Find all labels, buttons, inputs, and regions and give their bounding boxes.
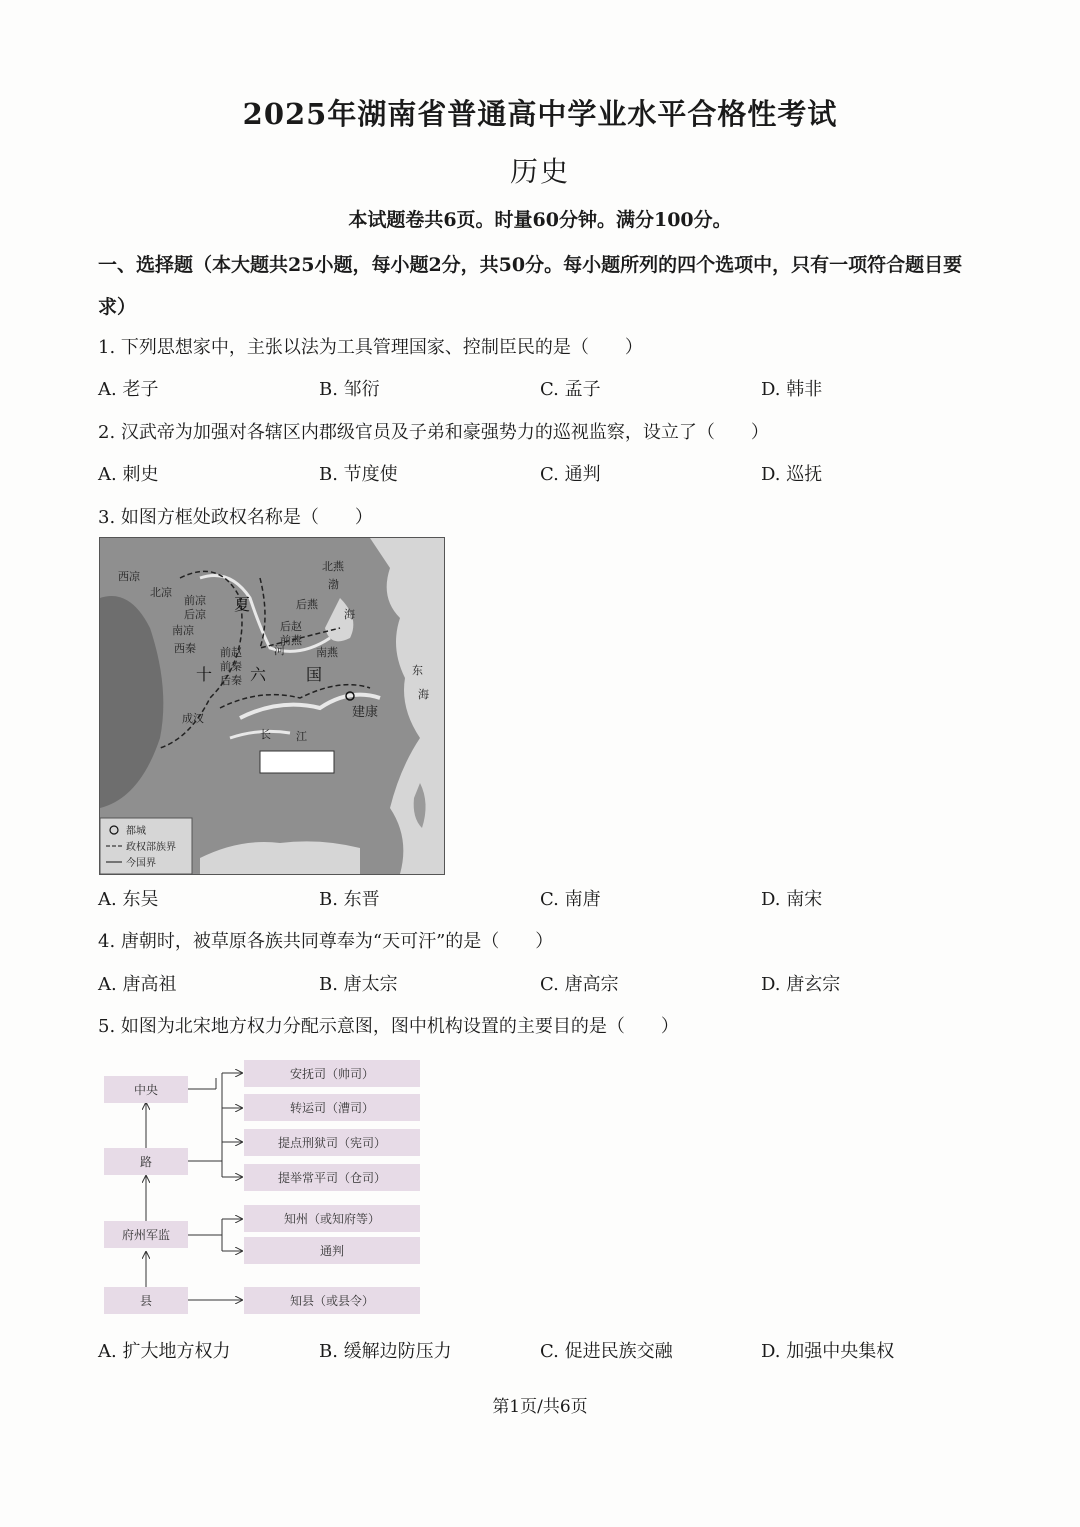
office-tongpan: 通判 bbox=[244, 1237, 420, 1264]
level-lu: 路 bbox=[104, 1148, 188, 1175]
map-label-xiqin: 西秦 bbox=[174, 642, 196, 655]
question-2-options bbox=[98, 460, 998, 490]
map-label-bohai: 渤 bbox=[328, 578, 339, 591]
level-county: 县 bbox=[104, 1287, 188, 1314]
option-a[interactable]: A. 扩大地方权力 bbox=[98, 1341, 231, 1362]
map-label-chenghan: 成汉 bbox=[182, 712, 204, 725]
sixteen-kingdoms-map bbox=[99, 537, 445, 875]
exam-info: 本试题卷共6页。时量60分钟。满分100分。 bbox=[348, 209, 732, 231]
option-a[interactable]: A. 东吴 bbox=[98, 889, 159, 910]
section-heading: 一、选择题（本大题共25小题，每小题2分，共50分。每小题所列的四个选项中，只有一项符合题目要求） bbox=[98, 254, 963, 318]
map-label-beiliang: 北凉 bbox=[150, 586, 172, 599]
question-1-stem: 1. 下列思想家中，主张以法为工具管理国家、控制臣民的是（ ） bbox=[98, 337, 643, 358]
map-label-qianqin: 前秦 bbox=[220, 660, 242, 673]
option-c[interactable]: C. 通判 bbox=[540, 464, 601, 485]
option-d[interactable]: D. 巡抚 bbox=[761, 464, 823, 485]
map-label-jiankang: 建康 bbox=[352, 705, 379, 720]
option-c[interactable]: C. 唐高宗 bbox=[540, 974, 619, 995]
option-c[interactable]: C. 孟子 bbox=[540, 379, 601, 400]
office-zhixian: 知县（或县令） bbox=[244, 1287, 420, 1314]
question-3-stem: 3. 如图方框处政权名称是（ ） bbox=[98, 507, 373, 528]
option-a[interactable]: A. 刺史 bbox=[98, 464, 159, 485]
question-2-stem: 2. 汉武帝为加强对各辖区内郡级官员及子弟和豪强势力的巡视监察，设立了（ ） bbox=[98, 422, 769, 443]
map-label-houqin: 后秦 bbox=[220, 674, 242, 687]
option-c[interactable]: C. 促进民族交融 bbox=[540, 1341, 673, 1362]
office-anfusi: 安抚司（帅司） bbox=[244, 1060, 420, 1087]
map-label-nanliang: 南凉 bbox=[172, 624, 194, 637]
map-label-beiyan: 北燕 bbox=[322, 560, 344, 573]
map-label-dong: 东 bbox=[412, 664, 423, 677]
map-label-qianyan: 前燕 bbox=[280, 634, 302, 647]
map-label-xia: 夏 bbox=[234, 595, 251, 614]
question-3-options bbox=[98, 885, 998, 915]
subject-title: 历史 bbox=[509, 155, 570, 188]
option-b[interactable]: B. 节度使 bbox=[319, 464, 398, 485]
legend-border: 政权部族界 bbox=[126, 842, 176, 853]
question-5-stem: 5. 如图为北宋地方权力分配示意图，图中机构设置的主要目的是（ ） bbox=[98, 1016, 679, 1037]
option-a[interactable]: A. 唐高祖 bbox=[98, 974, 177, 995]
map-label-qianliang: 前凉 bbox=[184, 594, 206, 607]
option-d[interactable]: D. 加强中央集权 bbox=[761, 1341, 895, 1362]
option-d[interactable]: D. 唐玄宗 bbox=[761, 974, 841, 995]
map-label-nanyan: 南燕 bbox=[316, 646, 338, 659]
option-d[interactable]: D. 南宋 bbox=[761, 889, 823, 910]
map-label-qianzhao: 前赵 bbox=[220, 646, 242, 659]
page-footer: 第1页/共6页 bbox=[492, 1397, 588, 1417]
map-label-jiang: 江 bbox=[296, 730, 307, 743]
office-tidianxingyusi: 提点刑狱司（宪司） bbox=[244, 1129, 420, 1156]
map-label-liu: 六 bbox=[250, 665, 267, 684]
option-b[interactable]: B. 东晋 bbox=[319, 889, 380, 910]
option-b[interactable]: B. 唐太宗 bbox=[319, 974, 398, 995]
legend-capital: 都城 bbox=[126, 826, 146, 837]
question-1-options bbox=[98, 375, 998, 405]
question-5-options bbox=[98, 1337, 998, 1367]
office-zhuanyunsi: 转运司（漕司） bbox=[244, 1094, 420, 1121]
song-power-diagram bbox=[104, 1058, 424, 1318]
map-label-hai: 海 bbox=[344, 608, 355, 621]
map-label-houliang: 后凉 bbox=[184, 608, 206, 621]
office-zhizhou: 知州（或知府等） bbox=[244, 1205, 420, 1232]
map-label-houyan: 后燕 bbox=[296, 598, 318, 611]
map-label-he: 河 bbox=[274, 644, 285, 657]
question-4-stem: 4. 唐朝时，被草原各族共同尊奉为“天可汗”的是（ ） bbox=[98, 931, 554, 952]
legend-national-border: 今国界 bbox=[126, 858, 156, 869]
map-label-houzhao: 后赵 bbox=[280, 620, 302, 633]
option-d[interactable]: D. 韩非 bbox=[761, 379, 823, 400]
option-b[interactable]: B. 邹衍 bbox=[319, 379, 380, 400]
exam-title: 2025年湖南省普通高中学业水平合格性考试 bbox=[242, 97, 838, 131]
map-label-xiliang: 西凉 bbox=[118, 570, 140, 583]
level-central: 中央 bbox=[104, 1076, 188, 1103]
option-a[interactable]: A. 老子 bbox=[98, 379, 159, 400]
office-tijuchangpingsi: 提举常平司（仓司） bbox=[244, 1164, 420, 1191]
map-label-guo: 国 bbox=[306, 665, 323, 684]
map-label-shi: 十 bbox=[196, 665, 213, 684]
option-b[interactable]: B. 缓解边防压力 bbox=[319, 1341, 452, 1362]
map-label-yellow: 海 bbox=[418, 688, 429, 701]
level-prefecture: 府州军监 bbox=[104, 1221, 188, 1248]
option-c[interactable]: C. 南唐 bbox=[540, 889, 601, 910]
map-label-chang: 长 bbox=[260, 728, 271, 741]
question-4-options bbox=[98, 970, 998, 1000]
